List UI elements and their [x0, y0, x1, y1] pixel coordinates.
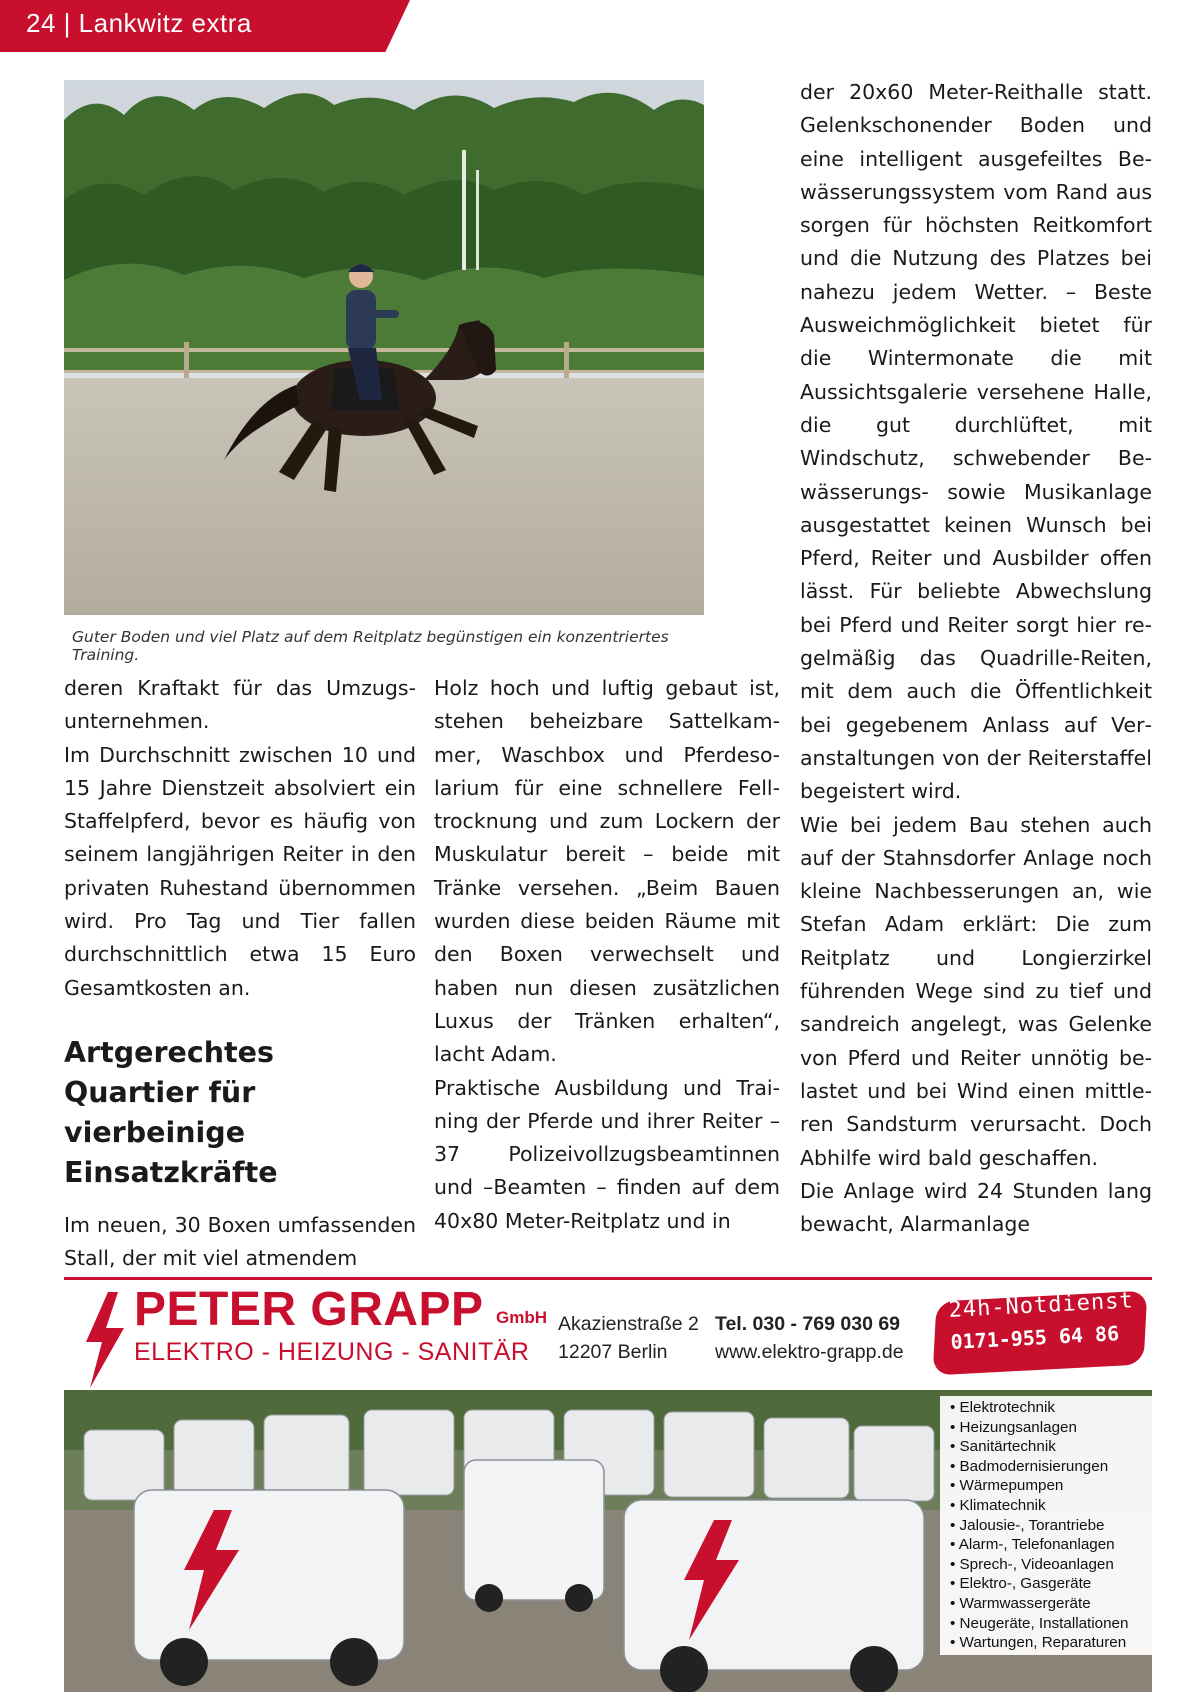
article-column-2: [434, 672, 780, 1238]
section-title: Lankwitz extra: [78, 8, 252, 38]
company-legal-form: GmbH: [496, 1308, 547, 1327]
emergency-label: 24h-Notdienst: [948, 1288, 1135, 1323]
paragraph: Im Durchschnitt zwischen 10 und 15 Jahre Dienstzeit absolviert ein Staffelpferd, bevor es häufig von seinem langjährigen Reiter in den privaten Ruhestand übernommen wird. Pro Tag und Tier fallen durchschnittlich etwa 15 Euro Gesamtkosten an.: [64, 742, 416, 1000]
website-link[interactable]: www.elektro-grapp.de: [715, 1341, 904, 1363]
service-item: • Wärmepumpen: [950, 1476, 1162, 1496]
service-item: • Sprech-, Videoanlagen: [950, 1555, 1162, 1575]
service-item: • Elektrotechnik: [950, 1398, 1162, 1418]
address-city: 12207 Berlin: [558, 1341, 668, 1363]
photo-caption: Guter Boden und viel Platz auf dem Reitplatz begünstigen ein konzentriertes Training.: [72, 628, 669, 664]
service-item: • Wartungen, Reparaturen: [950, 1633, 1162, 1653]
company-name: PETER GRAPP: [134, 1283, 484, 1336]
header-separator: |: [63, 8, 71, 38]
service-item: • Elektro-, Gasgeräte: [950, 1574, 1162, 1594]
service-item: • Jalousie-, Torantriebe: [950, 1516, 1162, 1536]
paragraph: Wie bei jedem Bau stehen auch auf der Stahnsdorfer Anlage noch kleine Nachbesserungen an, wie Stefan Adam erklärt: Die zum Reitplatz und Longierzirkel führenden Wege sind zu tief und sandreich angelegt, was Gelenke von Pferd und Reiter unnötig belastet und bei Wind einen mittleren Sandsturm verursacht. Doch Abhilfe wird bald geschaffen.: [800, 812, 1152, 1170]
services-list: [940, 1396, 1162, 1655]
service-item: • Warmwassergeräte: [950, 1594, 1162, 1614]
phone-number: Tel. 030 - 769 030 69: [715, 1313, 901, 1335]
company-address: [558, 1310, 699, 1366]
company-contact: [715, 1310, 904, 1366]
ad-divider: [64, 1277, 1152, 1280]
horse-rider-illustration: [64, 80, 704, 615]
paragraph: Praktische Ausbildung und Training der Pferde und ihrer Reiter – 37 Polizeivollzugsbeamtinnen und –Beamten – finden auf dem 40x80 Meter-Reitplatz und in: [434, 1075, 780, 1233]
service-item: • Sanitärtechnik: [950, 1437, 1162, 1457]
service-item: • Alarm-, Telefonanlagen: [950, 1535, 1162, 1555]
company-tagline: ELEKTRO - HEIZUNG - SANITÄR: [134, 1338, 530, 1366]
service-item: • Neugeräte, Installationen: [950, 1614, 1162, 1634]
paragraph: Im neuen, 30 Boxen umfassenden Stall, der mit viel atmendem: [64, 1212, 416, 1271]
service-item: • Heizungsanlagen: [950, 1418, 1162, 1438]
section-heading: Artgerechtes Quartier für vierbeinige Einsatzkräfte: [64, 1035, 278, 1189]
article-column-3: [800, 76, 1152, 1241]
section-header: [26, 8, 252, 39]
paragraph: deren Kraftakt für das Umzugsunternehmen.: [64, 676, 416, 734]
article-column-1: [64, 672, 416, 1276]
emergency-phone: 0171-955 64 86: [950, 1321, 1120, 1354]
article-photo: [64, 80, 704, 615]
service-item: • Badmodernisierungen: [950, 1457, 1162, 1477]
address-street: Akazienstraße 2: [558, 1313, 699, 1335]
page-number: 24: [26, 8, 56, 38]
lightning-bolt-icon: [82, 1292, 126, 1388]
paragraph: Holz hoch und luftig gebaut ist, stehen beheizbare Sattelkammer, Waschbox und Pferdesolarium für eine schnellere Felltrocknung und zum Lockern der Muskulatur bereit – beide mit Tränke versehen. „Beim Bauen wurden diese beiden Räume mit den Boxen verwechselt und haben nun diesen zusätzlichen Luxus der Tränken erhalten“, lacht Adam.: [434, 676, 780, 1067]
paragraph: der 20x60 Meter-Reithalle statt. Gelenkschonender Boden und eine intelligent ausgefeiltes Bewässerungssystem vom Rand aus sorgen für höchsten Reitkomfort und die Nutzung des Platzes bei nahezu jedem Wetter. – Beste Ausweichmöglichkeit bietet für die Wintermonate die mit Aussichtsgalerie versehene Halle, die gut durchlüftet, mit Windschutz, schwebender Bewässerungs- sowie Musikanlage ausgestattet keinen Wunsch bei Pferd, Reiter und Ausbilder offen lässt. Für beliebte Abwechslung bei Pferd und Reiter sorgt hier regelmäßig das Quadrille-Reiten, mit dem auch die Öffentlichkeit bei gegebenem Anlass auf Veranstaltungen von der Reiterstaffel begeistert wird.: [800, 80, 1152, 804]
paragraph: Die Anlage wird 24 Stunden lang bewacht, Alarmanlage: [800, 1178, 1152, 1237]
service-item: • Klimatechnik: [950, 1496, 1162, 1516]
